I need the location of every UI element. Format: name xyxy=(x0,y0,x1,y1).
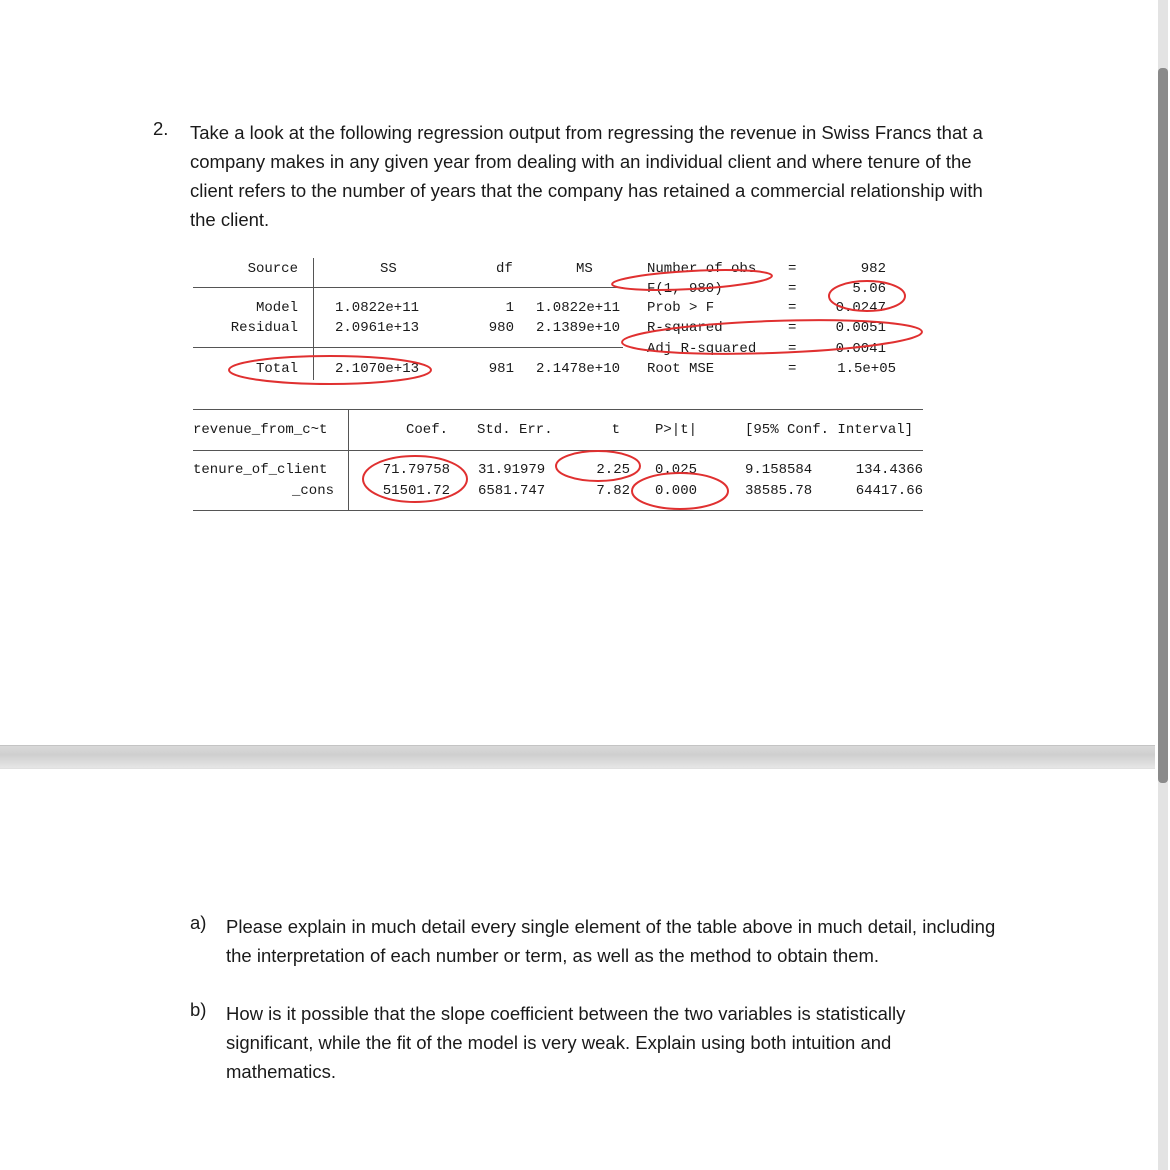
stat-value-r2: 0.0051 xyxy=(835,320,886,336)
header-df: df xyxy=(496,261,513,277)
row-cons-ci-high: 64417.66 xyxy=(855,483,923,499)
row-tenure-t: 2.25 xyxy=(596,462,630,478)
stat-label-r2: R-squared xyxy=(647,320,723,336)
item-a-text: Please explain in much detail every single element of the table above in much detail, including the interpretation of each number or term, as well as the method to obtain them. xyxy=(226,916,996,966)
header-se: Std. Err. xyxy=(477,422,553,438)
stat-eq-adjr2: = xyxy=(788,341,797,357)
row-cons-p: 0.000 xyxy=(655,483,698,499)
row-tenure-p: 0.025 xyxy=(655,462,698,478)
row-model-ms: 1.0822e+11 xyxy=(535,300,620,316)
row-model-source: Model xyxy=(255,300,298,316)
stat-eq-f: = xyxy=(788,281,797,297)
header-coef: Coef. xyxy=(405,422,448,438)
stat-label-probf: Prob > F xyxy=(647,300,715,316)
stat-label-adjr2: Adj R-squared xyxy=(647,341,757,357)
row-cons-ci-low: 38585.78 xyxy=(745,483,813,499)
row-tenure-se: 31.91979 xyxy=(478,462,546,478)
item-b-text: How is it possible that the slope coefficient between the two variables is statistically significant, while the fit of the model is very weak. Explain using both intuition and mathematics. xyxy=(226,1003,906,1082)
coef-divider xyxy=(348,409,349,511)
anova-header-rule xyxy=(193,287,623,288)
row-cons-var: _cons xyxy=(291,483,334,499)
header-source: Source xyxy=(247,261,298,277)
row-residual-ss: 2.0961e+13 xyxy=(335,320,420,336)
coef-header-rule xyxy=(193,450,923,451)
anova-total-rule xyxy=(193,347,623,348)
item-b-letter: b) xyxy=(190,999,207,1020)
page-break xyxy=(0,745,1155,769)
row-tenure-ci-high: 134.4366 xyxy=(855,462,923,478)
question-text: Take a look at the following regression output from regressing the revenue in Swiss Francs that a company makes in any given year from dealing with an individual client and where tenure of the client refers to the number of years that the company has retained a commercial relationship with the client. xyxy=(190,122,983,230)
row-tenure-var: tenure_of_client xyxy=(193,462,328,478)
row-total-df: 981 xyxy=(488,361,514,377)
coef-top-rule xyxy=(193,409,923,410)
row-total-source: Total xyxy=(255,361,298,377)
stat-value-nobs: 982 xyxy=(860,261,886,277)
stat-eq-rmse: = xyxy=(788,361,797,377)
stat-label-rmse: Root MSE xyxy=(647,361,715,377)
stat-value-rmse: 1.5e+05 xyxy=(837,361,896,377)
row-cons-se: 6581.747 xyxy=(478,483,546,499)
stat-eq-probf: = xyxy=(788,300,797,316)
row-tenure-coef: 71.79758 xyxy=(382,462,450,478)
row-cons-t: 7.82 xyxy=(596,483,630,499)
stat-eq-nobs: = xyxy=(788,261,797,277)
header-ms: MS xyxy=(576,261,593,277)
row-cons-coef: 51501.72 xyxy=(382,483,450,499)
header-t: t xyxy=(611,422,620,438)
item-a-letter: a) xyxy=(190,912,207,933)
question-number: 2. xyxy=(153,118,169,139)
row-model-ss: 1.0822e+11 xyxy=(335,300,420,316)
row-model-df: 1 xyxy=(505,300,514,316)
header-p: P>|t| xyxy=(655,422,698,438)
stat-value-probf: 0.0247 xyxy=(835,300,886,316)
row-tenure-ci-low: 9.158584 xyxy=(745,462,813,478)
stat-value-f: 5.06 xyxy=(852,281,886,297)
stat-label-f: F(1, 980) xyxy=(647,281,723,297)
stat-value-adjr2: 0.0041 xyxy=(835,341,886,357)
coef-bottom-rule xyxy=(193,510,923,511)
anova-divider xyxy=(313,258,314,380)
header-ss: SS xyxy=(380,261,397,277)
stat-label-nobs: Number of obs xyxy=(647,261,757,277)
row-residual-source: Residual xyxy=(230,320,298,336)
row-total-ss: 2.1070e+13 xyxy=(335,361,420,377)
header-dep-var: revenue_from_c~t xyxy=(193,422,328,438)
row-residual-ms: 2.1389e+10 xyxy=(535,320,620,336)
stat-eq-r2: = xyxy=(788,320,797,336)
row-residual-df: 980 xyxy=(488,320,514,336)
scrollbar-thumb[interactable] xyxy=(1158,68,1168,783)
header-ci: [95% Conf. Interval] xyxy=(745,422,914,438)
row-total-ms: 2.1478e+10 xyxy=(535,361,620,377)
